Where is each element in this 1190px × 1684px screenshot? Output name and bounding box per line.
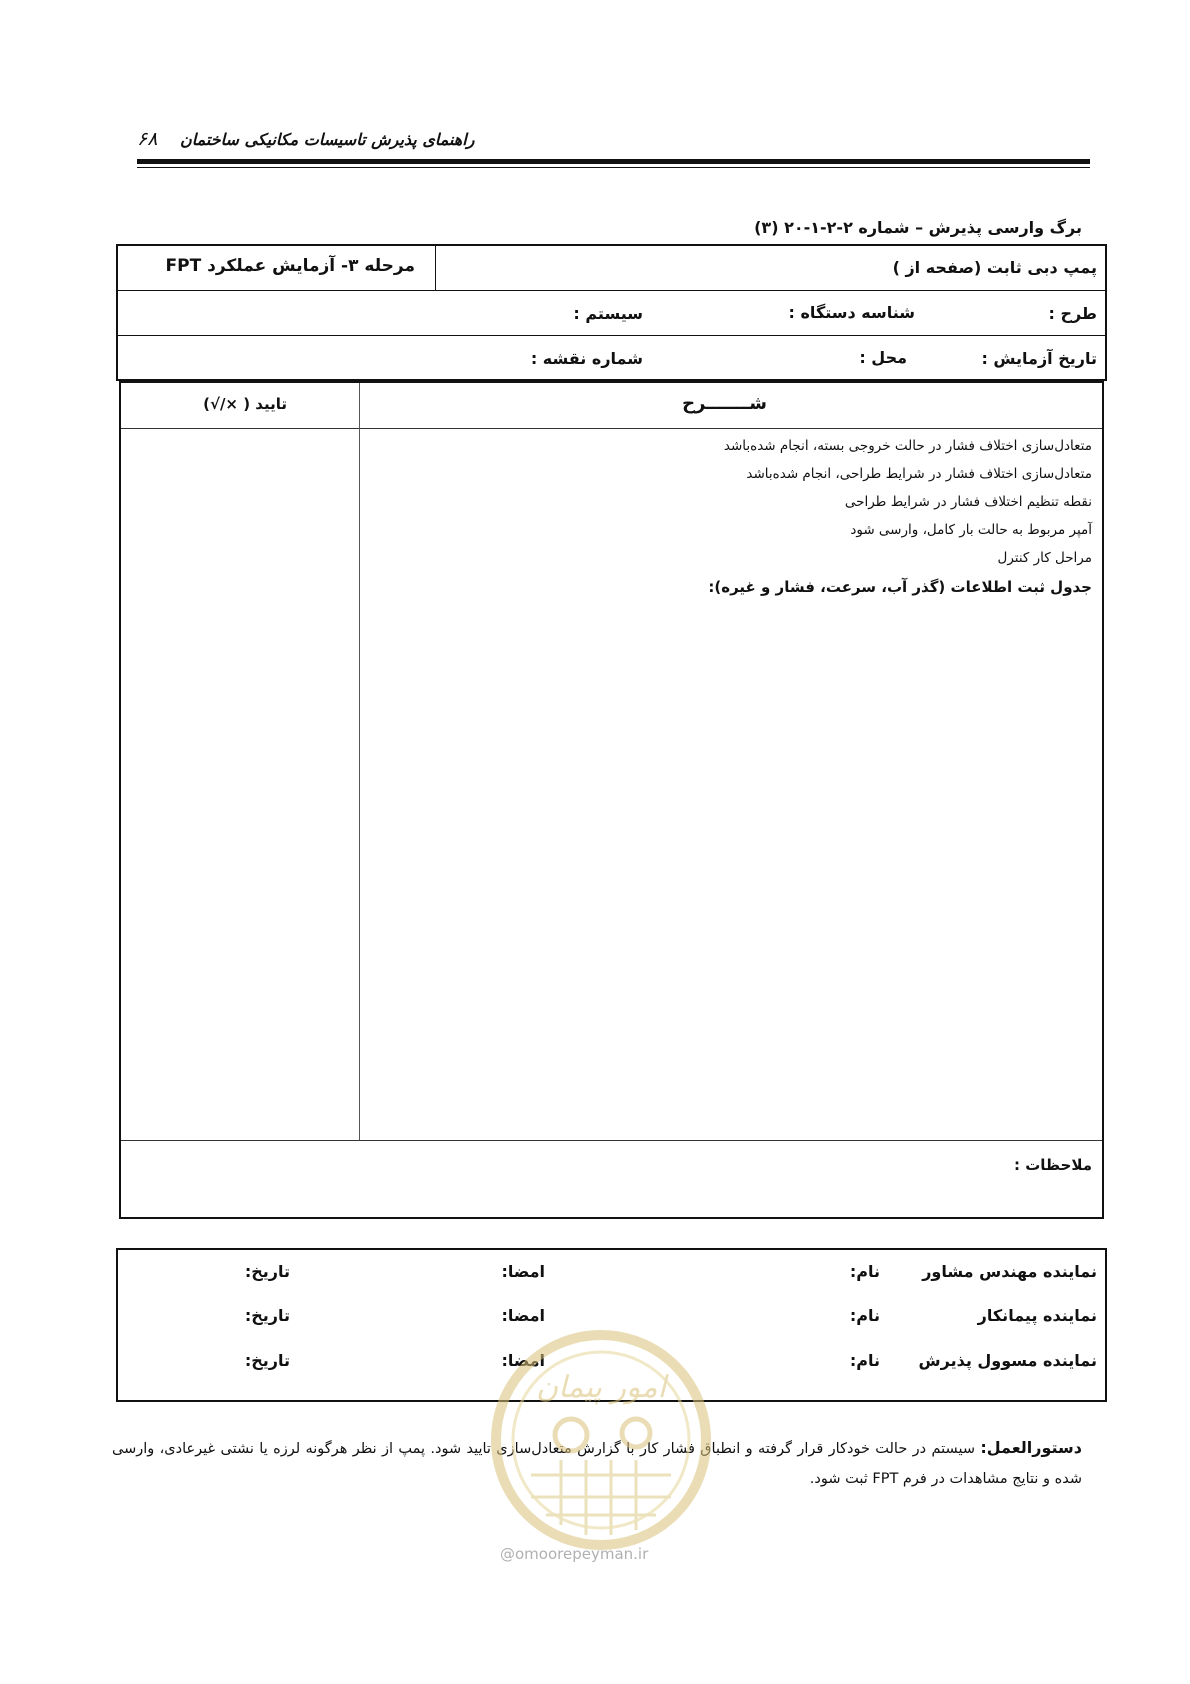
drawing-number-label: شماره نقشه : — [530, 349, 643, 368]
test-date-label: تاریخ آزمایش : — [981, 349, 1097, 368]
info-table-divider — [118, 335, 1105, 336]
checklist-item: متعادل‌سازی اختلاف فشار در شرایط طراحی، انجام شده‌باشد — [746, 466, 1092, 482]
form-title: برگ وارسی پذیرش – شماره ۲-۲-۱-۲۰ (۳) — [754, 218, 1082, 237]
signer-signature-label: امضا: — [501, 1262, 545, 1281]
checklist-column-divider — [359, 383, 360, 1140]
info-table-divider — [118, 290, 1105, 291]
stage-label: مرحله ۳- آزمایش عملکرد FPT — [165, 256, 415, 276]
info-table — [116, 244, 1107, 381]
info-table-column-divider — [435, 246, 436, 290]
signer-signature-label: امضا: — [501, 1351, 545, 1370]
checklist-item: آمپر مربوط به حالت بار کامل، وارسی شود — [850, 522, 1092, 538]
data-table-label: جدول ثبت اطلاعات (گذر آب، سرعت، فشار و غیره): — [708, 578, 1092, 596]
instructions-label: دستورالعمل: — [980, 1438, 1082, 1457]
header-rule-thin — [137, 167, 1090, 168]
instructions-text: سیستم در حالت خودکار قرار گرفته و انطباق فشار کار با گزارش متعادل‌سازی تایید شود. پمپ از نظر هرگونه لرزه یا نشتی غیرعادی، وارسی شده و نتایج مشاهدات در فرم FPT ثبت شود. — [112, 1441, 1082, 1487]
device-title: پمپ دبی ثابت (صفحه از ) — [892, 258, 1097, 277]
watermark-logo-text: امور پیمان — [536, 1370, 666, 1405]
signer-role: نماینده مسوول پذیرش — [918, 1351, 1097, 1370]
remarks-divider — [121, 1140, 1102, 1141]
signer-signature-label: امضا: — [501, 1306, 545, 1325]
watermark-url: @omoorepeyman.ir — [500, 1545, 649, 1563]
system-label: سیستم : — [573, 304, 643, 323]
description-header: شـــــــرح — [682, 393, 767, 414]
signer-date-label: تاریخ: — [244, 1306, 290, 1325]
signer-date-label: تاریخ: — [244, 1351, 290, 1370]
checklist-table — [119, 381, 1104, 1219]
signer-name-label: نام: — [849, 1351, 880, 1370]
checklist-item: نقطه تنظیم اختلاف فشار در شرایط طراحی — [844, 494, 1092, 510]
signer-name-label: نام: — [849, 1262, 880, 1281]
location-label: محل : — [859, 348, 907, 367]
checklist-item: متعادل‌سازی اختلاف فشار در حالت خروجی بسته، انجام شده‌باشد — [723, 438, 1092, 454]
signer-role: نماینده مهندس مشاور — [922, 1262, 1097, 1281]
checklist-header-divider — [121, 428, 1102, 429]
header-rule — [137, 159, 1090, 164]
remarks-label: ملاحظات : — [1013, 1156, 1092, 1174]
signer-name-label: نام: — [849, 1306, 880, 1325]
signer-role: نماینده پیمانکار — [977, 1306, 1097, 1325]
checklist-item: مراحل کار کنترل — [997, 550, 1092, 566]
watermark-seal-icon — [486, 1325, 716, 1555]
signer-date-label: تاریخ: — [244, 1262, 290, 1281]
device-id-label: شناسه دستگاه : — [788, 303, 915, 322]
project-label: طرح : — [1048, 304, 1097, 323]
watermark-logo — [486, 1325, 716, 1555]
running-title: راهنمای پذیرش تاسیسات مکانیکی ساختمان — [180, 130, 475, 149]
approval-header: تایید ( ×/√) — [203, 395, 287, 413]
page-number: ۶۸ — [137, 128, 158, 150]
